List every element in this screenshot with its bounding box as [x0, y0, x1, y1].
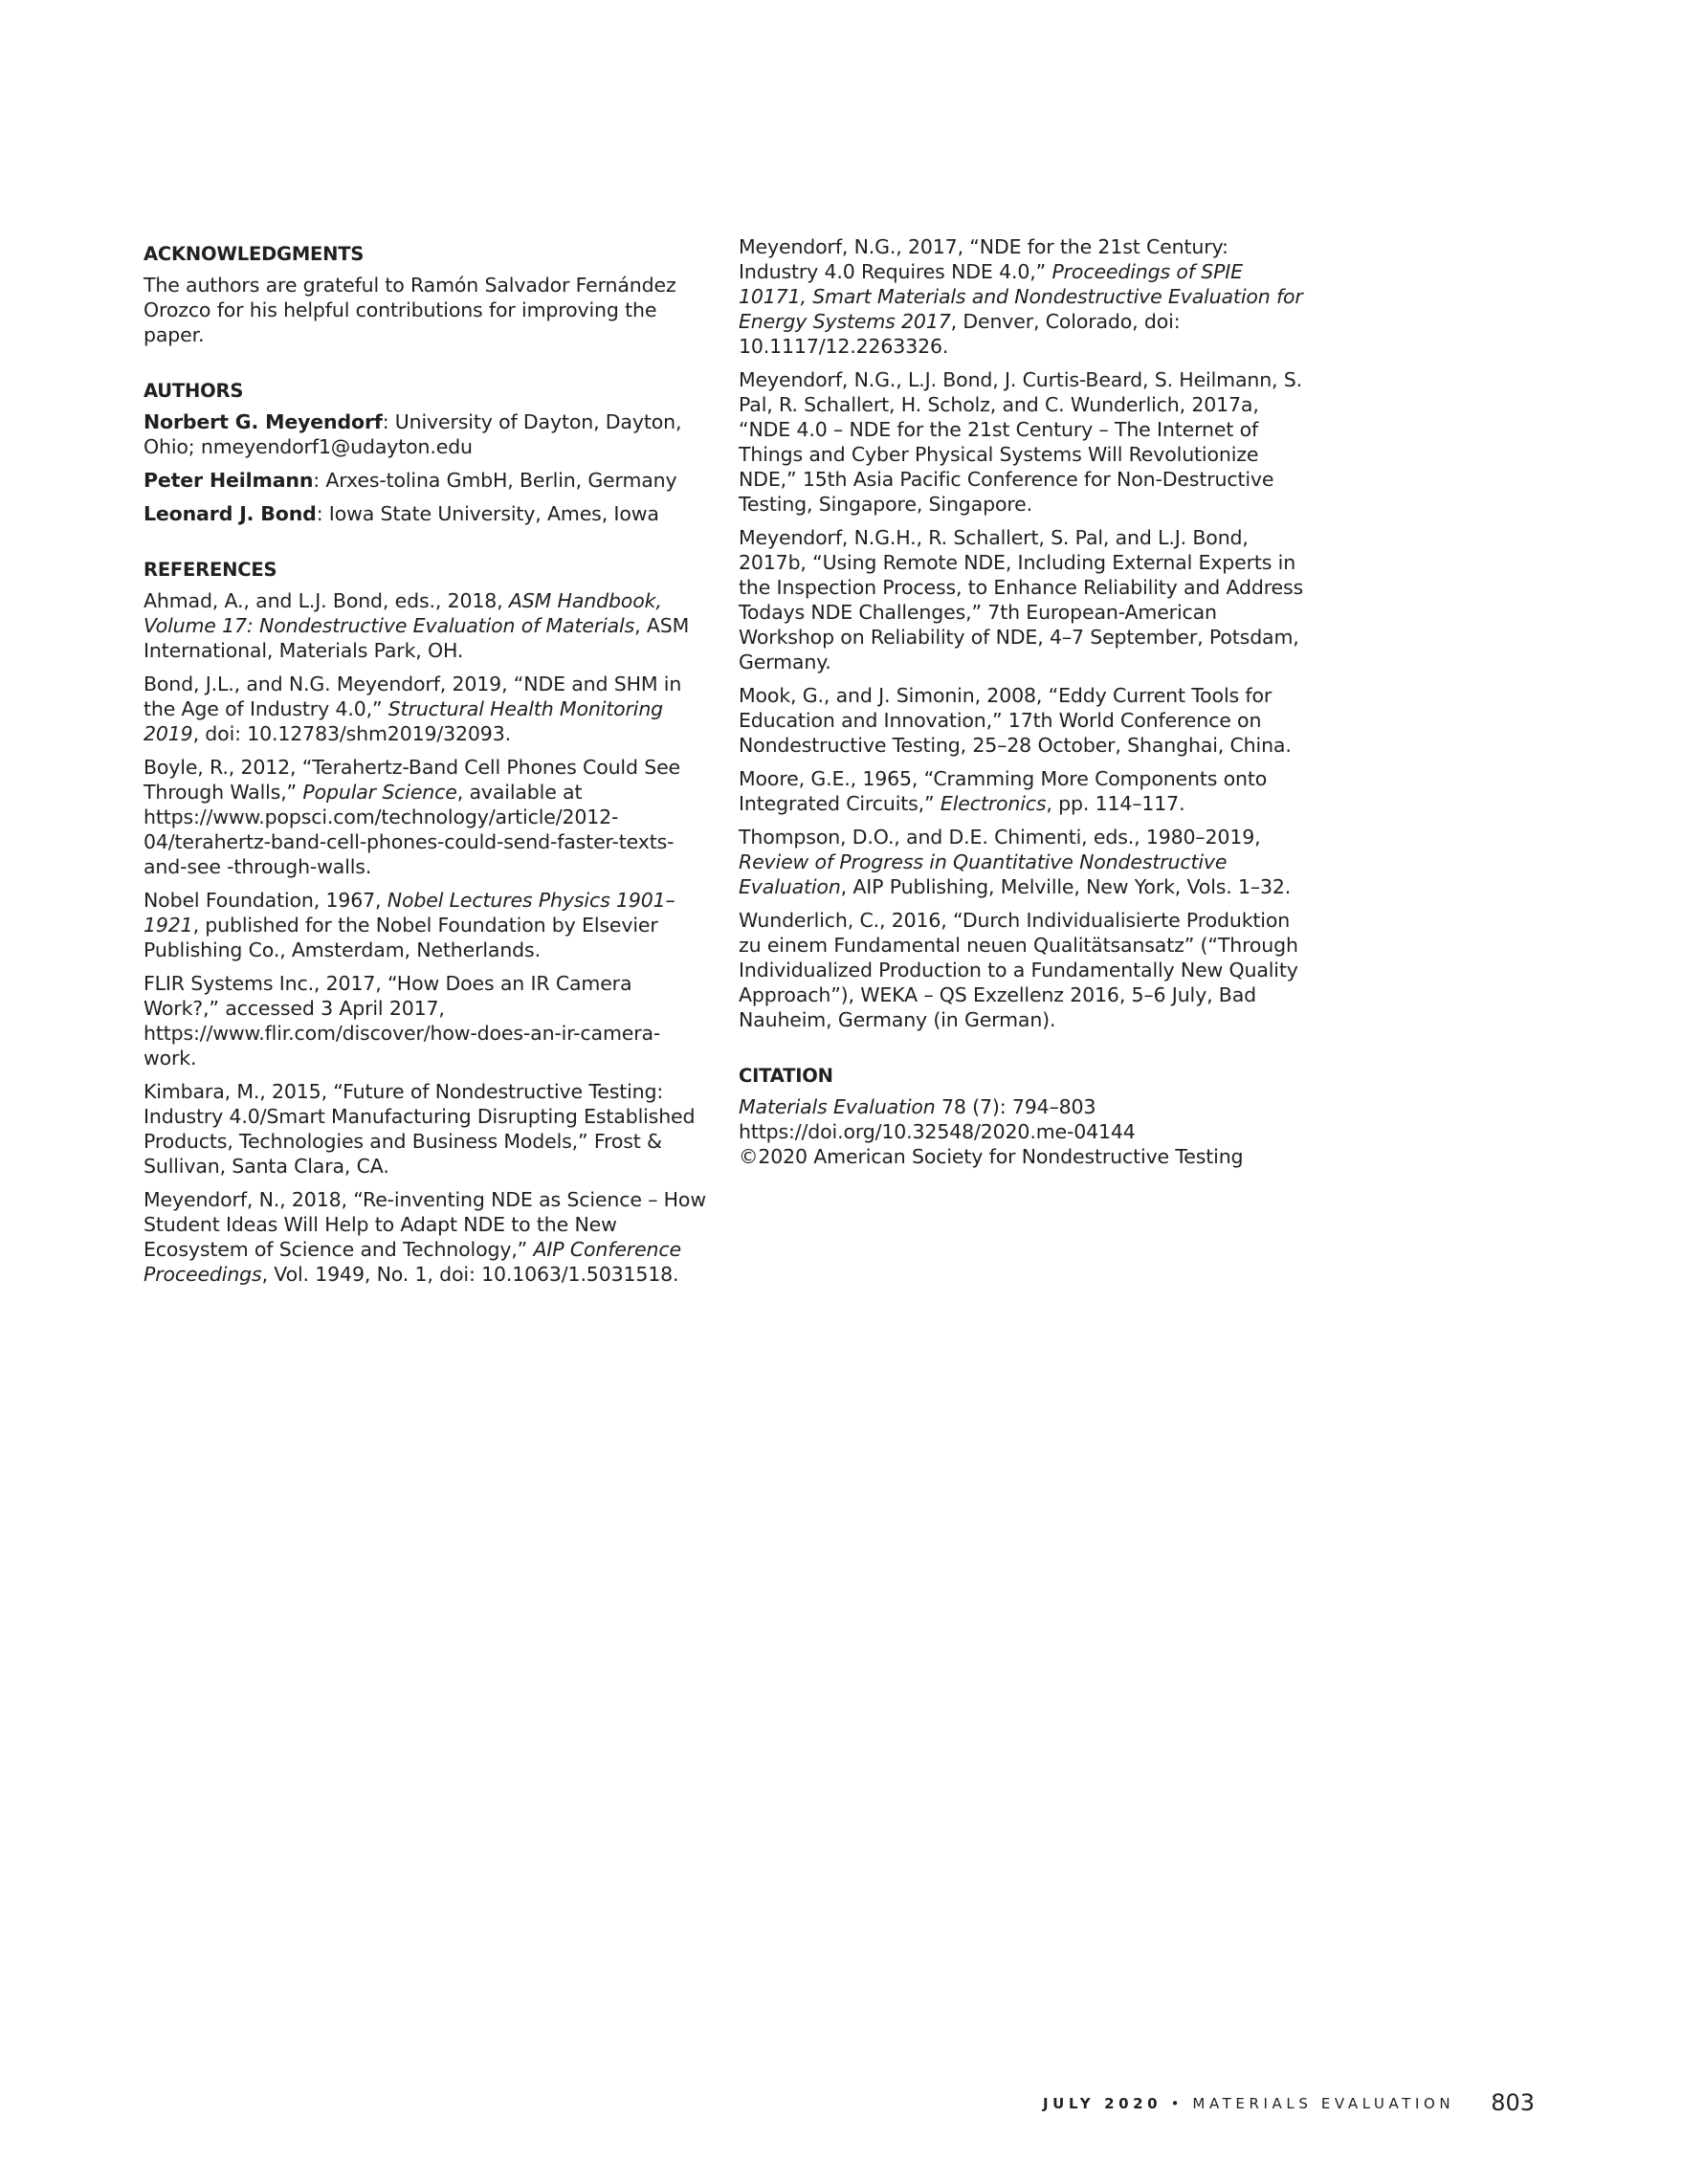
- reference-italic: ASM Handbook, Volume 17: Nondestructive Evaluation of Materials: [144, 589, 662, 637]
- citation-section: [739, 1064, 1309, 1169]
- reference-italic: Nobel Lectures Physics 1901–1921: [144, 889, 675, 937]
- acknowledgments-section: [144, 242, 708, 347]
- reference-item: [739, 908, 1309, 1032]
- references-heading: REFERENCES: [144, 559, 277, 581]
- reference-text: Moore, G.E., 1965, “Cramming More Components onto Integrated Circuits,”: [739, 767, 1268, 815]
- reference-item: [144, 1079, 708, 1179]
- references-section: [144, 558, 708, 1287]
- reference-text: Nobel Foundation, 1967,: [144, 889, 387, 912]
- reference-item: [739, 766, 1309, 816]
- reference-text-end: , published for the Nobel Foundation by Elsevier Publishing Co., Amsterdam, Netherlands.: [144, 914, 658, 961]
- reference-text: Mook, G., and J. Simonin, 2008, “Eddy Current Tools for Education and Innovation,” 17th World Conference on Nondestructive Testing, 25–28 October, Shanghai, China.: [739, 684, 1292, 757]
- reference-italic: Proceedings of SPIE 10171, Smart Materials and Nondestructive Evaluation for Energy Systems 2017: [739, 260, 1303, 333]
- footer-date: JULY 2020: [1043, 2095, 1162, 2112]
- reference-text: Thompson, D.O., and D.E. Chimenti, eds., 1980–2019,: [739, 826, 1261, 849]
- footer-journal: MATERIALS EVALUATION: [1192, 2095, 1455, 2112]
- left-column: [144, 242, 708, 1318]
- reference-item: [739, 825, 1309, 899]
- references-continued: [739, 234, 1309, 1032]
- reference-text: Ahmad, A., and L.J. Bond, eds., 2018,: [144, 589, 509, 612]
- reference-italic: Review of Progress in Quantitative Nondestructive Evaluation: [739, 850, 1228, 898]
- author-name: Norbert G. Meyendorf: [144, 410, 383, 433]
- reference-item: [144, 755, 708, 879]
- author-affiliation: : Arxes-tolina GmbH, Berlin, Germany: [313, 469, 677, 492]
- reference-text-end: , ASM International, Materials Park, OH.: [144, 614, 690, 662]
- author-affiliation: : University of Dayton, Dayton, Ohio; nmeyendorf1@udayton.edu: [144, 410, 682, 458]
- authors-section: [144, 379, 708, 526]
- reference-item: [739, 525, 1309, 674]
- acknowledgments-text: The authors are grateful to Ramón Salvador Fernández Orozco for his helpful contributions for improving the paper.: [144, 274, 676, 346]
- author-affiliation: : Iowa State University, Ames, Iowa: [316, 502, 659, 525]
- authors-heading: AUTHORS: [144, 380, 244, 402]
- page-footer: [1043, 2089, 1540, 2118]
- author-name: Peter Heilmann: [144, 469, 314, 492]
- citation-copyright: ©2020 American Society for Nondestructive Testing: [739, 1145, 1244, 1168]
- reference-text-end: , doi: 10.12783/shm2019/32093.: [192, 722, 511, 745]
- reference-text: Meyendorf, N.G.H., R. Schallert, S. Pal, and L.J. Bond, 2017b, “Using Remote NDE, Including External Experts in the Inspection Process, to Enhance Reliability and Address Todays NDE Challenges,” 7th European-American Workshop on Reliability of NDE, 4–7 September, Potsdam, Germany.: [739, 526, 1304, 673]
- citation-journal: Materials Evaluation: [739, 1095, 936, 1118]
- reference-text-end: , AIP Publishing, Melville, New York, Vols. 1–32.: [840, 875, 1292, 898]
- author-entry: [144, 501, 708, 526]
- reference-text: Boyle, R., 2012, “Terahertz-Band Cell Phones Could See Through Walls,”: [144, 756, 680, 804]
- reference-text: Meyendorf, N., 2018, “Re-inventing NDE as Science – How Student Ideas Will Help to Adapt NDE to the New Ecosystem of Science and Technology,”: [144, 1188, 706, 1261]
- citation-doi: https://doi.org/10.32548/2020.me-04144: [739, 1120, 1136, 1143]
- citation-heading: CITATION: [739, 1065, 833, 1087]
- author-entry: [144, 409, 708, 459]
- reference-item: [144, 971, 708, 1070]
- reference-text: Meyendorf, N.G., L.J. Bond, J. Curtis-Beard, S. Heilmann, S. Pal, R. Schallert, H. Scholz, and C. Wunderlich, 2017a, “NDE 4.0 – NDE for the 21st Century – The Internet of Things and Cyber Physical Systems Will Revolutionize NDE,” 15th Asia Pacific Conference for Non-Destructive Testing, Singapore, Singapore.: [739, 368, 1303, 516]
- reference-item: [144, 672, 708, 746]
- reference-item: [739, 234, 1309, 359]
- reference-italic: Popular Science: [302, 781, 457, 804]
- reference-item: [144, 588, 708, 663]
- reference-text: Kimbara, M., 2015, “Future of Nondestructive Testing: Industry 4.0/Smart Manufacturing Disrupting Established Products, Technologies and Business Models,” Frost & Sullivan, Santa Clara, CA.: [144, 1080, 696, 1178]
- right-column: [739, 234, 1309, 1201]
- reference-text-end: , Denver, Colorado, doi: 10.1117/12.2263326.: [739, 310, 1181, 358]
- reference-italic: Electronics: [940, 792, 1047, 815]
- reference-item: [739, 683, 1309, 758]
- running-footer: [1043, 2095, 1454, 2112]
- reference-text: Bond, J.L., and N.G. Meyendorf, 2019, “NDE and SHM in the Age of Industry 4.0,”: [144, 673, 682, 720]
- citation-journal-line: [739, 1094, 1309, 1119]
- reference-italic: AIP Conference Proceedings: [144, 1238, 681, 1286]
- footer-separator: •: [1170, 2095, 1184, 2112]
- author-entry: [144, 468, 708, 493]
- reference-text-end: , available at https://www.popsci.com/technology/article/2012-04/terahertz-band-cell-phones-could-send-faster-texts-and-see -through-walls.: [144, 781, 675, 878]
- reference-text: FLIR Systems Inc., 2017, “How Does an IR Camera Work?,” accessed 3 April 2017, https://www.flir.com/discover/how-does-an-ir-camera-work.: [144, 972, 661, 1070]
- reference-text: Meyendorf, N.G., 2017, “NDE for the 21st Century: Industry 4.0 Requires NDE 4.0,”: [739, 235, 1228, 283]
- citation-volume: 78 (7): 794–803: [935, 1095, 1096, 1118]
- author-name: Leonard J. Bond: [144, 502, 317, 525]
- acknowledgments-heading: ACKNOWLEDGMENTS: [144, 243, 365, 265]
- reference-italic: Structural Health Monitoring 2019: [144, 697, 664, 745]
- reference-text-end: , pp. 114–117.: [1046, 792, 1185, 815]
- reference-text: Wunderlich, C., 2016, “Durch Individualisierte Produktion zu einem Fundamental neuen Qualitätsansatz” (“Through Individualized Production to a Fundamentally New Quality Approach”), WEKA – QS Exzellenz 2016, 5–6 July, Bad Nauheim, Germany (in German).: [739, 909, 1298, 1031]
- reference-text-end: , Vol. 1949, No. 1, doi: 10.1063/1.5031518.: [261, 1263, 679, 1286]
- reference-item: [144, 888, 708, 962]
- page-number: 803: [1491, 2089, 1535, 2116]
- reference-item: [144, 1187, 708, 1287]
- reference-item: [739, 367, 1309, 517]
